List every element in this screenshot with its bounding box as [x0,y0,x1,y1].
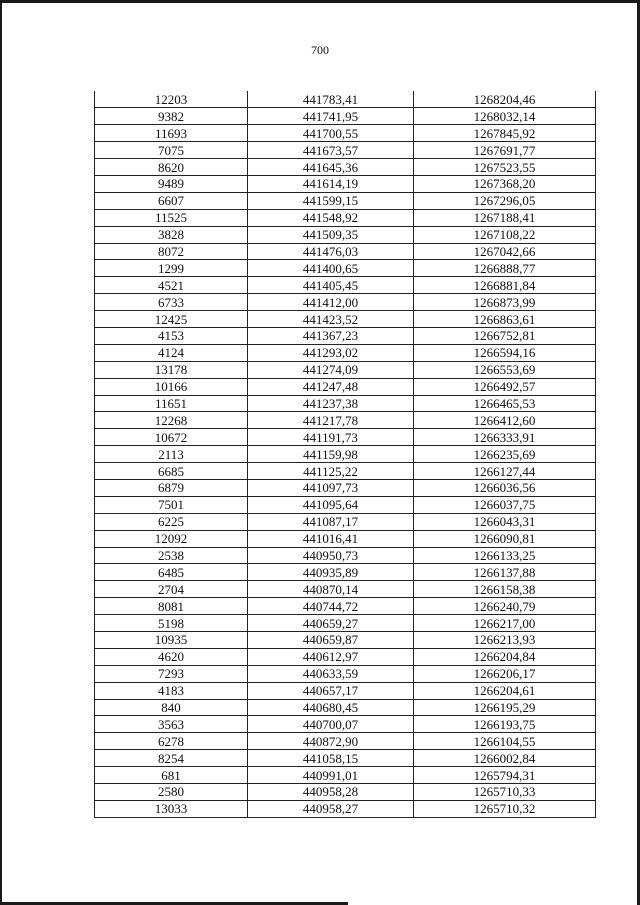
point-number-cell: 4153 [95,327,248,344]
point-number-cell: 681 [95,767,248,784]
y-coordinate-cell: 1266594,16 [414,344,596,361]
point-number-cell: 8072 [95,243,248,260]
x-coordinate-cell: 441700,55 [248,125,414,142]
table-row [95,767,596,784]
x-coordinate-cell: 441191,73 [248,429,414,446]
y-coordinate-cell: 1267691,77 [414,142,596,159]
y-coordinate-cell: 1266137,88 [414,564,596,581]
point-number-cell: 12425 [95,311,248,328]
y-coordinate-cell: 1266002,84 [414,750,596,767]
y-coordinate-cell: 1266888,77 [414,260,596,277]
table-row [95,733,596,750]
y-coordinate-cell: 1267296,05 [414,192,596,209]
point-number-cell: 7293 [95,665,248,682]
point-number-cell: 10166 [95,378,248,395]
y-coordinate-cell: 1265794,31 [414,767,596,784]
y-coordinate-cell: 1268032,14 [414,108,596,125]
x-coordinate-cell: 441016,41 [248,530,414,547]
point-number-cell: 3563 [95,716,248,733]
table-row [95,513,596,530]
table-row [95,699,596,716]
table-row [95,277,596,294]
y-coordinate-cell: 1267845,92 [414,125,596,142]
y-coordinate-cell: 1266090,81 [414,530,596,547]
point-number-cell: 6607 [95,192,248,209]
table-row [95,327,596,344]
y-coordinate-cell: 1266043,31 [414,513,596,530]
table-row [95,632,596,649]
point-number-cell: 4183 [95,682,248,699]
y-coordinate-cell: 1267188,41 [414,209,596,226]
y-coordinate-cell: 1266204,61 [414,682,596,699]
x-coordinate-cell: 440991,01 [248,767,414,784]
table-row [95,294,596,311]
table-row [95,142,596,159]
x-coordinate-cell: 441087,17 [248,513,414,530]
y-coordinate-cell: 1267042,66 [414,243,596,260]
table-row [95,125,596,142]
x-coordinate-cell: 441095,64 [248,496,414,513]
x-coordinate-cell: 441293,02 [248,344,414,361]
y-coordinate-cell: 1267523,55 [414,159,596,176]
y-coordinate-cell: 1266158,38 [414,581,596,598]
x-coordinate-cell: 441783,41 [248,91,414,108]
coordinates-table-body [95,91,596,817]
x-coordinate-cell: 440872,90 [248,733,414,750]
point-number-cell: 7501 [95,496,248,513]
table-row [95,243,596,260]
y-coordinate-cell: 1266127,44 [414,463,596,480]
x-coordinate-cell: 440744,72 [248,598,414,615]
x-coordinate-cell: 440958,28 [248,784,414,801]
x-coordinate-cell: 441741,95 [248,108,414,125]
x-coordinate-cell: 441509,35 [248,226,414,243]
x-coordinate-cell: 441058,15 [248,750,414,767]
table-row [95,378,596,395]
point-number-cell: 11693 [95,125,248,142]
table-row [95,91,596,108]
y-coordinate-cell: 1266412,60 [414,412,596,429]
table-row [95,581,596,598]
x-coordinate-cell: 441274,09 [248,361,414,378]
point-number-cell: 11525 [95,209,248,226]
point-number-cell: 6278 [95,733,248,750]
point-number-cell: 10935 [95,632,248,649]
x-coordinate-cell: 441125,22 [248,463,414,480]
y-coordinate-cell: 1266195,29 [414,699,596,716]
point-number-cell: 12268 [95,412,248,429]
table-row [95,615,596,632]
table-row [95,479,596,496]
point-number-cell: 3828 [95,226,248,243]
y-coordinate-cell: 1266036,56 [414,479,596,496]
table-row [95,682,596,699]
y-coordinate-cell: 1266240,79 [414,598,596,615]
point-number-cell: 5198 [95,615,248,632]
point-number-cell: 9382 [95,108,248,125]
scan-edge-left [0,0,2,905]
x-coordinate-cell: 440700,07 [248,716,414,733]
x-coordinate-cell: 441159,98 [248,446,414,463]
y-coordinate-cell: 1266873,99 [414,294,596,311]
table-row [95,226,596,243]
point-number-cell: 4620 [95,648,248,665]
x-coordinate-cell: 440633,59 [248,665,414,682]
point-number-cell: 1299 [95,260,248,277]
y-coordinate-cell: 1266204,84 [414,648,596,665]
page-number: 700 [311,43,329,57]
point-number-cell: 12092 [95,530,248,547]
table-row [95,260,596,277]
y-coordinate-cell: 1266104,55 [414,733,596,750]
x-coordinate-cell: 441217,78 [248,412,414,429]
table-row [95,344,596,361]
point-number-cell: 2113 [95,446,248,463]
x-coordinate-cell: 441673,57 [248,142,414,159]
y-coordinate-cell: 1266133,25 [414,547,596,564]
table-row [95,784,596,801]
point-number-cell: 4124 [95,344,248,361]
table-row [95,446,596,463]
x-coordinate-cell: 441423,52 [248,311,414,328]
y-coordinate-cell: 1266465,53 [414,395,596,412]
point-number-cell: 9489 [95,175,248,192]
point-number-cell: 6733 [95,294,248,311]
table-row [95,159,596,176]
x-coordinate-cell: 441548,92 [248,209,414,226]
table-row [95,496,596,513]
point-number-cell: 6225 [95,513,248,530]
table-row [95,311,596,328]
table-row [95,564,596,581]
table-row [95,108,596,125]
scan-edge-top [0,0,640,3]
point-number-cell: 13178 [95,361,248,378]
table-row [95,463,596,480]
point-number-cell: 11651 [95,395,248,412]
point-number-cell: 8254 [95,750,248,767]
x-coordinate-cell: 441367,23 [248,327,414,344]
table-row [95,598,596,615]
x-coordinate-cell: 440935,89 [248,564,414,581]
x-coordinate-cell: 440870,14 [248,581,414,598]
y-coordinate-cell: 1265710,33 [414,784,596,801]
y-coordinate-cell: 1267368,20 [414,175,596,192]
table-row [95,648,596,665]
y-coordinate-cell: 1266206,17 [414,665,596,682]
point-number-cell: 6685 [95,463,248,480]
y-coordinate-cell: 1266193,75 [414,716,596,733]
table-row [95,175,596,192]
y-coordinate-cell: 1266235,69 [414,446,596,463]
point-number-cell: 13033 [95,800,248,817]
y-coordinate-cell: 1266213,93 [414,632,596,649]
y-coordinate-cell: 1266492,57 [414,378,596,395]
table-row [95,547,596,564]
y-coordinate-cell: 1266553,69 [414,361,596,378]
table-row [95,530,596,547]
table-row [95,209,596,226]
point-number-cell: 6879 [95,479,248,496]
table-row [95,716,596,733]
y-coordinate-cell: 1268204,46 [414,91,596,108]
point-number-cell: 2580 [95,784,248,801]
y-coordinate-cell: 1266037,75 [414,496,596,513]
x-coordinate-cell: 441400,65 [248,260,414,277]
table-row [95,412,596,429]
x-coordinate-cell: 441599,15 [248,192,414,209]
x-coordinate-cell: 440680,45 [248,699,414,716]
x-coordinate-cell: 441405,45 [248,277,414,294]
x-coordinate-cell: 440657,17 [248,682,414,699]
x-coordinate-cell: 441097,73 [248,479,414,496]
y-coordinate-cell: 1265710,32 [414,800,596,817]
y-coordinate-cell: 1266881,84 [414,277,596,294]
point-number-cell: 12203 [95,91,248,108]
table-row [95,665,596,682]
point-number-cell: 2704 [95,581,248,598]
y-coordinate-cell: 1266333,91 [414,429,596,446]
table-row [95,361,596,378]
x-coordinate-cell: 441412,00 [248,294,414,311]
y-coordinate-cell: 1267108,22 [414,226,596,243]
x-coordinate-cell: 440659,27 [248,615,414,632]
table-row [95,800,596,817]
point-number-cell: 840 [95,699,248,716]
table-row [95,750,596,767]
table-row [95,429,596,446]
point-number-cell: 2538 [95,547,248,564]
x-coordinate-cell: 441237,38 [248,395,414,412]
x-coordinate-cell: 441247,48 [248,378,414,395]
x-coordinate-cell: 441614,19 [248,175,414,192]
x-coordinate-cell: 440659,87 [248,632,414,649]
point-number-cell: 8620 [95,159,248,176]
coordinates-table [94,91,596,818]
x-coordinate-cell: 441476,03 [248,243,414,260]
x-coordinate-cell: 440950,73 [248,547,414,564]
point-number-cell: 10672 [95,429,248,446]
x-coordinate-cell: 440612,97 [248,648,414,665]
x-coordinate-cell: 441645,36 [248,159,414,176]
y-coordinate-cell: 1266752,81 [414,327,596,344]
table-row [95,395,596,412]
table-row [95,192,596,209]
x-coordinate-cell: 440958,27 [248,800,414,817]
point-number-cell: 7075 [95,142,248,159]
point-number-cell: 6485 [95,564,248,581]
y-coordinate-cell: 1266217,00 [414,615,596,632]
point-number-cell: 8081 [95,598,248,615]
y-coordinate-cell: 1266863,61 [414,311,596,328]
point-number-cell: 4521 [95,277,248,294]
